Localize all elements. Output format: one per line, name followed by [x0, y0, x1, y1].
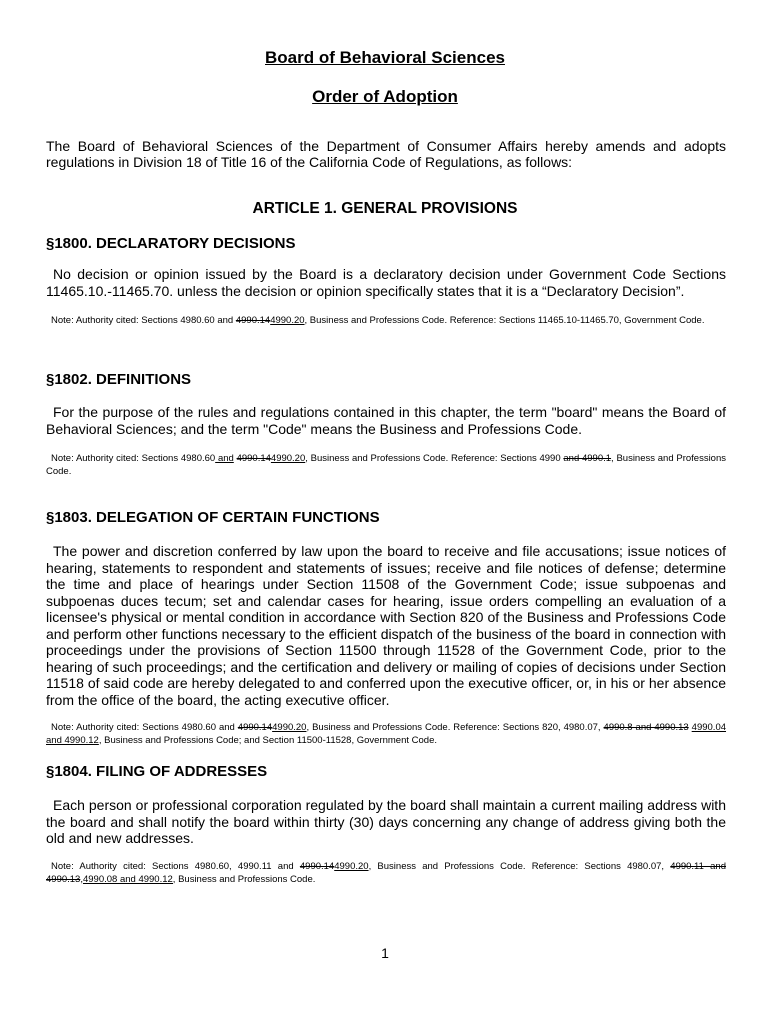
article-heading: ARTICLE 1. GENERAL PROVISIONS: [252, 200, 518, 217]
note-text: Note: Authority cited: Sections 4980.60 and: [51, 722, 238, 733]
section-1802-heading: §1802. DEFINITIONS: [46, 371, 192, 388]
inserted-text: and: [215, 453, 234, 464]
note-text: ,: [80, 873, 83, 885]
inserted-text: 4990.04 and 4990.12: [46, 722, 727, 746]
section-1804-heading: §1804. FILING OF ADDRESSES: [46, 763, 268, 780]
section-1803-note: [46, 722, 726, 747]
note-text: , Business and Professions Code. Reference: Sections 820, 4980.07,: [306, 722, 604, 733]
inserted-text: 4990.20: [270, 453, 306, 464]
note-text: , Business and Professions Code. Reference: Sections 11465.10-11465.70, Government Code.: [304, 315, 705, 326]
section-1800-heading: §1800. DECLARATORY DECISIONS: [46, 235, 296, 252]
deleted-text: 4990.11 and 4990.13: [46, 861, 726, 885]
section-1800-note: [46, 315, 726, 328]
note-text: Note: Authority cited: Sections 4980.60, 4990.11 and: [51, 861, 300, 872]
inserted-text: 4990.08 and 4990.12,: [82, 873, 176, 885]
intro-paragraph: The Board of Behavioral Sciences of the Department of Consumer Affairs hereby amends and adopts regulations in Division 18 of Title 16 of the California Code of Regulations, as follows:: [46, 138, 726, 171]
note-text: Note: Authority cited: Sections 4980.60 and: [51, 315, 236, 326]
section-1802-note: [46, 453, 726, 478]
deleted-text: 4990.8 and 4990.13: [603, 722, 689, 733]
note-text: , Business and Professions Code. Reference: Sections 4980.07,: [368, 861, 671, 872]
note-text: , Business and Professions Code; and Section 11500-11528, Government Code.: [98, 734, 438, 746]
section-1800-body: No decision or opinion issued by the Board is a declaratory decision under Government Code Sections 11465.10.-11465.70. unless the decision or opinion specifically states that it is a “Declaratory Decision”.: [46, 266, 726, 299]
inserted-text: 4990.20: [334, 861, 369, 872]
note-text: Business and Professions Code.: [175, 873, 316, 885]
document-title: Board of Behavioral Sciences: [265, 48, 505, 67]
deleted-text: and 4990.1: [563, 453, 612, 464]
document-subtitle: Order of Adoption: [312, 87, 458, 106]
section-1803-heading: §1803. DELEGATION OF CERTAIN FUNCTIONS: [46, 509, 380, 526]
section-1802-body: For the purpose of the rules and regulations contained in this chapter, the term "board" means the Board of Behavioral Sciences; and the term "Code" means the Business and Professions Code.: [46, 404, 726, 437]
note-text: , Business and Professions Code.: [46, 453, 726, 477]
deleted-text: 4990.14: [299, 861, 335, 872]
section-1804-body: Each person or professional corporation regulated by the board shall maintain a current mailing address with the board and shall notify the board within thirty (30) days concerning any change of address giving both the old and new addresses.: [46, 797, 726, 846]
deleted-text: 4990.14: [237, 722, 273, 733]
note-text: , Business and Professions Code. Reference: Sections 4990: [305, 453, 564, 464]
section-1804-note: [46, 861, 726, 886]
inserted-text: 4990.20: [270, 315, 305, 326]
deleted-text: 4990.14: [236, 453, 271, 464]
page-number: 1: [381, 945, 389, 961]
section-1803-body: The power and discretion conferred by law upon the board to receive and file accusations; issue notices of hearing, statements to respondent and statements of issues; receive and file notices of defense; determine the time and place of hearings under Section 11508 of the Government Code; issue subpoenas and subpoenas duces tecum; set and calendar cases for hearing, issue orders compelling an evaluation of a licensee's physical or mental condition in accordance with Section 820 of the Business and Professions Code and perform other functions necessary to the efficient dispatch of the business of the board in connection with proceedings under the provisions of Section 11500 through 11528 of the Government Code, prior to the hearing of such proceedings; and the certification and delivery or mailing of copies of decisions under Section 11518 of said code are hereby delegated to and conferred upon the executive officer, or, in his or her absence from the office of the board, the acting executive officer.: [46, 543, 726, 708]
deleted-text: 4990.14: [235, 315, 271, 326]
note-text: Note: Authority cited: Sections 4980.60: [51, 453, 216, 464]
inserted-text: 4990.20: [272, 722, 307, 733]
